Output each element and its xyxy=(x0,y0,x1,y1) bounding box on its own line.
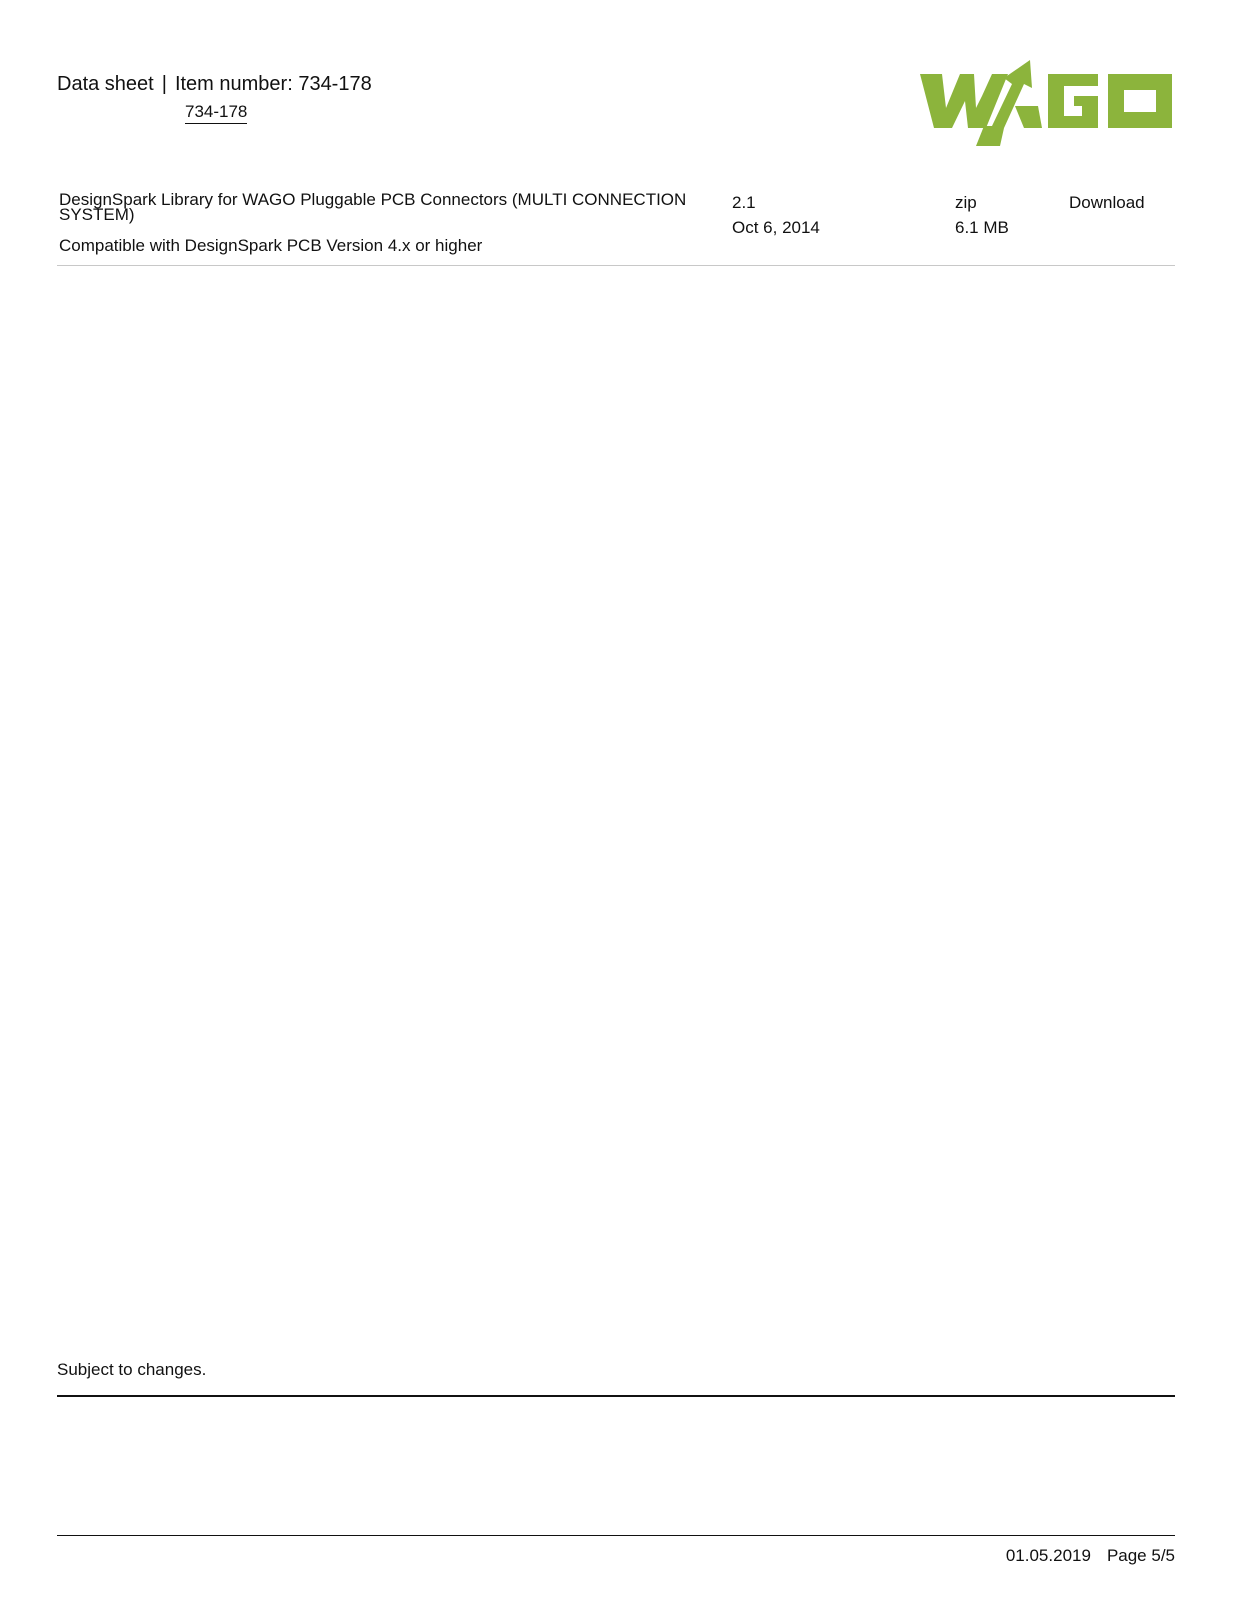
download-row xyxy=(57,190,1175,266)
wago-logo xyxy=(920,56,1175,146)
page-title xyxy=(57,72,372,96)
title-separator: | xyxy=(161,73,167,95)
footer-date: 01.05.2019 xyxy=(1005,1546,1091,1565)
download-version: 2.1 xyxy=(732,193,756,212)
doc-type-label: Data sheet xyxy=(57,73,154,95)
download-subtitle: Compatible with DesignSpark PCB Version 4.x or higher xyxy=(59,236,483,255)
footer-divider-top xyxy=(57,1395,1175,1397)
page-number: Page 5/5 xyxy=(1106,1546,1175,1565)
download-file-type: zip xyxy=(955,193,977,212)
download-link[interactable]: Download xyxy=(1069,193,1145,212)
download-title: DesignSpark Library for WAGO Pluggable PCB Connectors (MULTI CONNECTION SYSTEM) xyxy=(59,190,687,224)
footer-divider-bottom xyxy=(57,1535,1175,1536)
download-date: Oct 6, 2014 xyxy=(732,218,820,237)
subject-to-changes-note: Subject to changes. xyxy=(57,1360,207,1379)
item-number-link[interactable]: 734-178 xyxy=(185,101,247,124)
page-footer xyxy=(1006,1545,1175,1567)
item-number-label: Item number: 734-178 xyxy=(174,73,372,95)
download-file-size: 6.1 MB xyxy=(955,218,1009,237)
